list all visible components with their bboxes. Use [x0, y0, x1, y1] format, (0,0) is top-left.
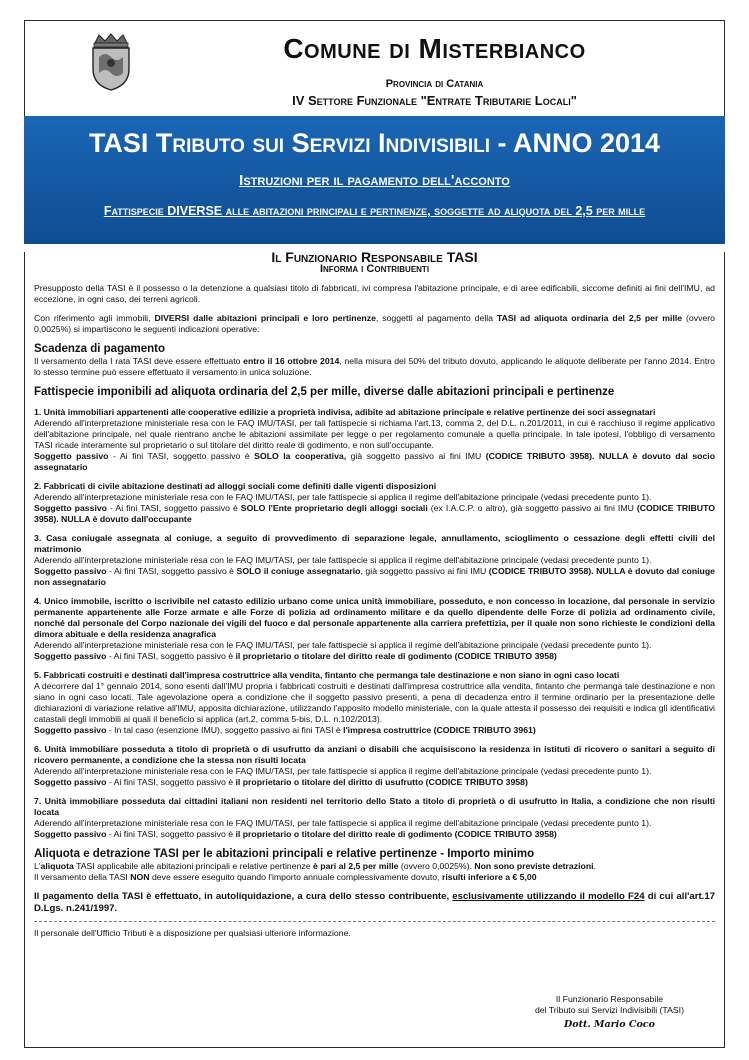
banner-title: TASI Tributo sui Servizi Indivisibili - ANNO 2014 [88, 128, 661, 158]
scadenza-text: Il versamento della I rata TASI deve essere effettuato entro il 16 ottobre 2014, nella misura del 50% del tributo dovuto, applicando le aliquote deliberate per l'anno 2014. Entro lo stesso termine può essere effettuato il versamento in unica soluzione. [34, 356, 716, 377]
item-body: A decorrere dal 1° gennaio 2014, sono esenti dall'IMU propria i fabbricati costruiti e destinati dall'impresa costruttrice alla vendita, fintanto che permanga tale destinazione e non siano in ogni caso locati. Tale agevolazione opera a condizione che il soggetto passivo presenti, a pena di decadenza entro il termine ordinario per la presentazione delle dichiarazioni di variazione relative all'IMU, apposita dichiarazione, utilizzando l'apposito modello ministeriale, con la quale attesta il possesso dei requisiti e indica gli identificativi catastali degli immobili ai quali il beneficio si applica (art.2, comma 5-bis, D.L. n.102/2013). [34, 681, 715, 724]
item-soggetto: Soggetto passivo - In tal caso (esenzione IMU), soggetto passivo ai fini TASI è l'impresa costruttrice (CODICE TRIBUTO 3961) [34, 725, 536, 735]
item-title: 5. Fabbricati costruiti e destinati dall'impresa costruttrice alla vendita, fintanto che permanga tale destinazione e non siano in ogni caso locati [34, 670, 620, 680]
item-title: 6. Unità immobiliare posseduta a titolo di proprietà o di usufrutto da anziani o disabili che acquisiscono la residenza in istituti di ricovero o sanitari a seguito di ricovero permanente, a condizione che la stessa non risulti locata [34, 744, 715, 765]
item-title: 3. Casa coniugale assegnata al coniuge, a seguito di provvedimento di separazione legale, annullamento, scioglimento o cessazione degli effetti civili del matrimonio [34, 533, 715, 554]
intro-paragraph-2: Con riferimento agli immobili, DIVERSI dalle abitazioni principali e loro pertinenze, soggetti al pagamento della TASI ad aliquota ordinaria del 2,5 per mille (ovvero 0,0025%) si impartiscono le seguenti indicazioni operative: [34, 313, 715, 334]
scadenza-heading: Scadenza di pagamento [34, 343, 166, 355]
item-body: Aderendo all'interpretazione ministeriale resa con le FAQ IMU/TASI, per tale fattispecie si applica il regime dell'abitazione principale (vedasi precedente punto 1). [34, 640, 652, 650]
list-item [34, 533, 715, 588]
fattispecie-heading: Fattispecie imponibili ad aliquota ordinaria del 2,5 per mille, diverse dalle abitazioni principali e pertinenze [34, 386, 615, 398]
section-title: Il Funzionario Responsabile TASI [271, 249, 478, 265]
notice-page [24, 20, 725, 1040]
header [24, 20, 725, 116]
list-item [34, 670, 715, 736]
item-title: 2. Fabbricati di civile abitazione destinati ad alloggi sociali come definiti dalle vigenti disposizioni [34, 481, 437, 491]
municipality-title: Comune di Misterbianco [283, 33, 586, 64]
item-soggetto: Soggetto passivo - Ai fini TASI, soggetto passivo è il proprietario o titolare del diritto reale di godimento (CODICE TRIBUTO 3958) [34, 829, 557, 839]
signature-name: Dott. Mario Coco [564, 1019, 655, 1030]
list-item [34, 796, 715, 840]
aliquota-heading: Aliquota e detrazione TASI per le abitazioni principali e relative pertinenze - Importo minimo [34, 848, 535, 860]
item-soggetto: Soggetto passivo - Ai fini TASI, soggetto passivo è il proprietario o titolare del diritto di usufrutto (CODICE TRIBUTO 3958) [34, 777, 528, 787]
notice-body [24, 249, 725, 1048]
item-body: Aderendo all'interpretazione ministeriale resa con le FAQ IMU/TASI, per tale fattispecie si applica il regime dell'abitazione principale (vedasi precedente punto 1). [34, 492, 652, 502]
department-label: IV Settore Funzionale "Entrate Tributarie Locali" [292, 93, 577, 108]
item-body: Aderendo all'interpretazione ministeriale resa con le FAQ IMU/TASI, per tale fattispecie si applica il regime dell'abitazione principale (vedasi precedente punto 1). [34, 766, 652, 776]
signature-line-2: del Tributo sui Servizi Indivisibili (TASI) [534, 1005, 684, 1015]
item-title: 4. Unico immobile, iscritto o iscrivibile nel catasto edilizio urbano come unica unità immobiliare, posseduto, e non concesso in locazione, dal personale in servizio permanente appartenente alle Forze armate e alle Forze di polizia ad ordinamento militare e da quello dipendente delle Forze di polizia ad ordinamento civile, nonché dal personale del Corpo nazionale dei vigili del fuoco e dal personale appartenente alla carriera prefettizia, per il quale non sono richieste le condizioni della dimora abituale e della residenza anagrafica [34, 596, 715, 639]
item-soggetto: Soggetto passivo - Ai fini TASI, soggetto passivo è SOLO la cooperativa, già soggetto passivo ai fini IMU (CODICE TRIBUTO 3958). NULLA è dovuto dal socio assegnatario [34, 451, 716, 472]
list-item [34, 481, 715, 525]
coat-of-arms-icon [87, 33, 135, 91]
item-soggetto: Soggetto passivo - Ai fini TASI, soggetto passivo è SOLO il coniuge assegnatario, già soggetto passivo ai fini IMU (CODICE TRIBUTO 3958). NULLA è dovuto dal coniuge non assegnatario [34, 566, 715, 587]
list-item [34, 596, 715, 662]
item-soggetto: Soggetto passivo - Ai fini TASI, soggetto passivo è il proprietario o titolare del diritto reale di godimento (CODICE TRIBUTO 3958) [34, 651, 557, 661]
item-body: Aderendo all'interpretazione ministeriale resa con le FAQ IMU/TASI, per tale fattispecie si applica il regime dell'abitazione principale (vedasi precedente punto 1). [34, 818, 652, 828]
aliquota-line-2: Il versamento della TASI NON deve essere eseguito quando l'importo annuale complessivamente dovuto, risulti inferiore a € 5,00 [34, 872, 537, 882]
list-item [34, 407, 715, 473]
item-body: Aderendo all'interpretazione ministeriale resa con le FAQ IMU/TASI, per tale fattispecie si applica il regime dell'abitazione principale (vedasi precedente punto 1). [34, 555, 652, 565]
item-title: 7. Unità immobiliare posseduta dai cittadini italiani non residenti nel territorio dello Stato a titolo di proprietà o di usufrutto in Italia, a condizione che non risulti locata [34, 796, 715, 817]
item-soggetto: Soggetto passivo - Ai fini TASI, soggetto passivo è SOLO l'Ente proprietario degli alloggi sociali (ex I.A.C.P. o altro), già soggetto passivo ai fini IMU (CODICE TRIBUTO 3958). NULLA è dovuto dall'occupante [34, 503, 715, 524]
list-item [34, 744, 715, 788]
section-subtitle: Informa i Contribuenti [319, 263, 430, 275]
closing-text: Il personale dell'Ufficio Tributi è a disposizione per qualsiasi ulteriore informazione. [34, 928, 351, 938]
signature-line-1: Il Funzionario Responsabile [555, 994, 664, 1004]
item-title: 1. Unità immobiliari appartenenti alle cooperative edilizie a proprietà indivisa, adibite ad abitazione principale e relative pertinenze dei soci assegnatari [34, 407, 656, 417]
item-body: Aderendo all'interpretazione ministeriale resa con le FAQ IMU/TASI, per tali fattispecie si richiama l'art.13, comma 2, del D.L. n.201/2011, in cui è racchiuso il regime applicativo dell'abitazione principale, nel quale rientrano anche le abitazioni assimilate per legge o per regolamento comunale a quella principale. In tale ipotesi, l'obbligo di versamento TASI ricade interamente sul proprietario o sul titolare del diritto reale di godimento, e non sull'occupante. [34, 418, 715, 450]
aliquota-line-1: L'aliquota TASI applicabile alle abitazioni principali e relative pertinenze è pari al 2,5 per mille (ovvero 0,0025%). Non sono previste detrazioni. [34, 861, 596, 871]
banner-subtitle: Istruzioni per il pagamento dell'acconto [239, 172, 510, 189]
divider [34, 921, 715, 922]
pagamento-paragraph: Il pagamento della TASI è effettuato, in autoliquidazione, a cura dello stesso contribuente, esclusivamente utilizzando il modello F24 di cui all'art.17 D.Lgs. n.241/1997. [34, 891, 715, 914]
intro-paragraph-1: Presupposto della TASI è il possesso o la detenzione a qualsiasi titolo di fabbricati, ivi compresa l'abitazione principale, e di aree edificabili, siccome definiti ai fini dell'IMU, ad eccezione, in ogni caso, dei terreni agricoli. [34, 283, 715, 304]
province-label: Provincia di Catania [385, 78, 484, 90]
banner-subtitle-2: Fattispecie DIVERSE alle abitazioni principali e pertinenze, soggette ad aliquota del 2,5 per mille [103, 204, 646, 218]
signature-block [535, 994, 684, 1030]
title-banner [24, 116, 725, 244]
